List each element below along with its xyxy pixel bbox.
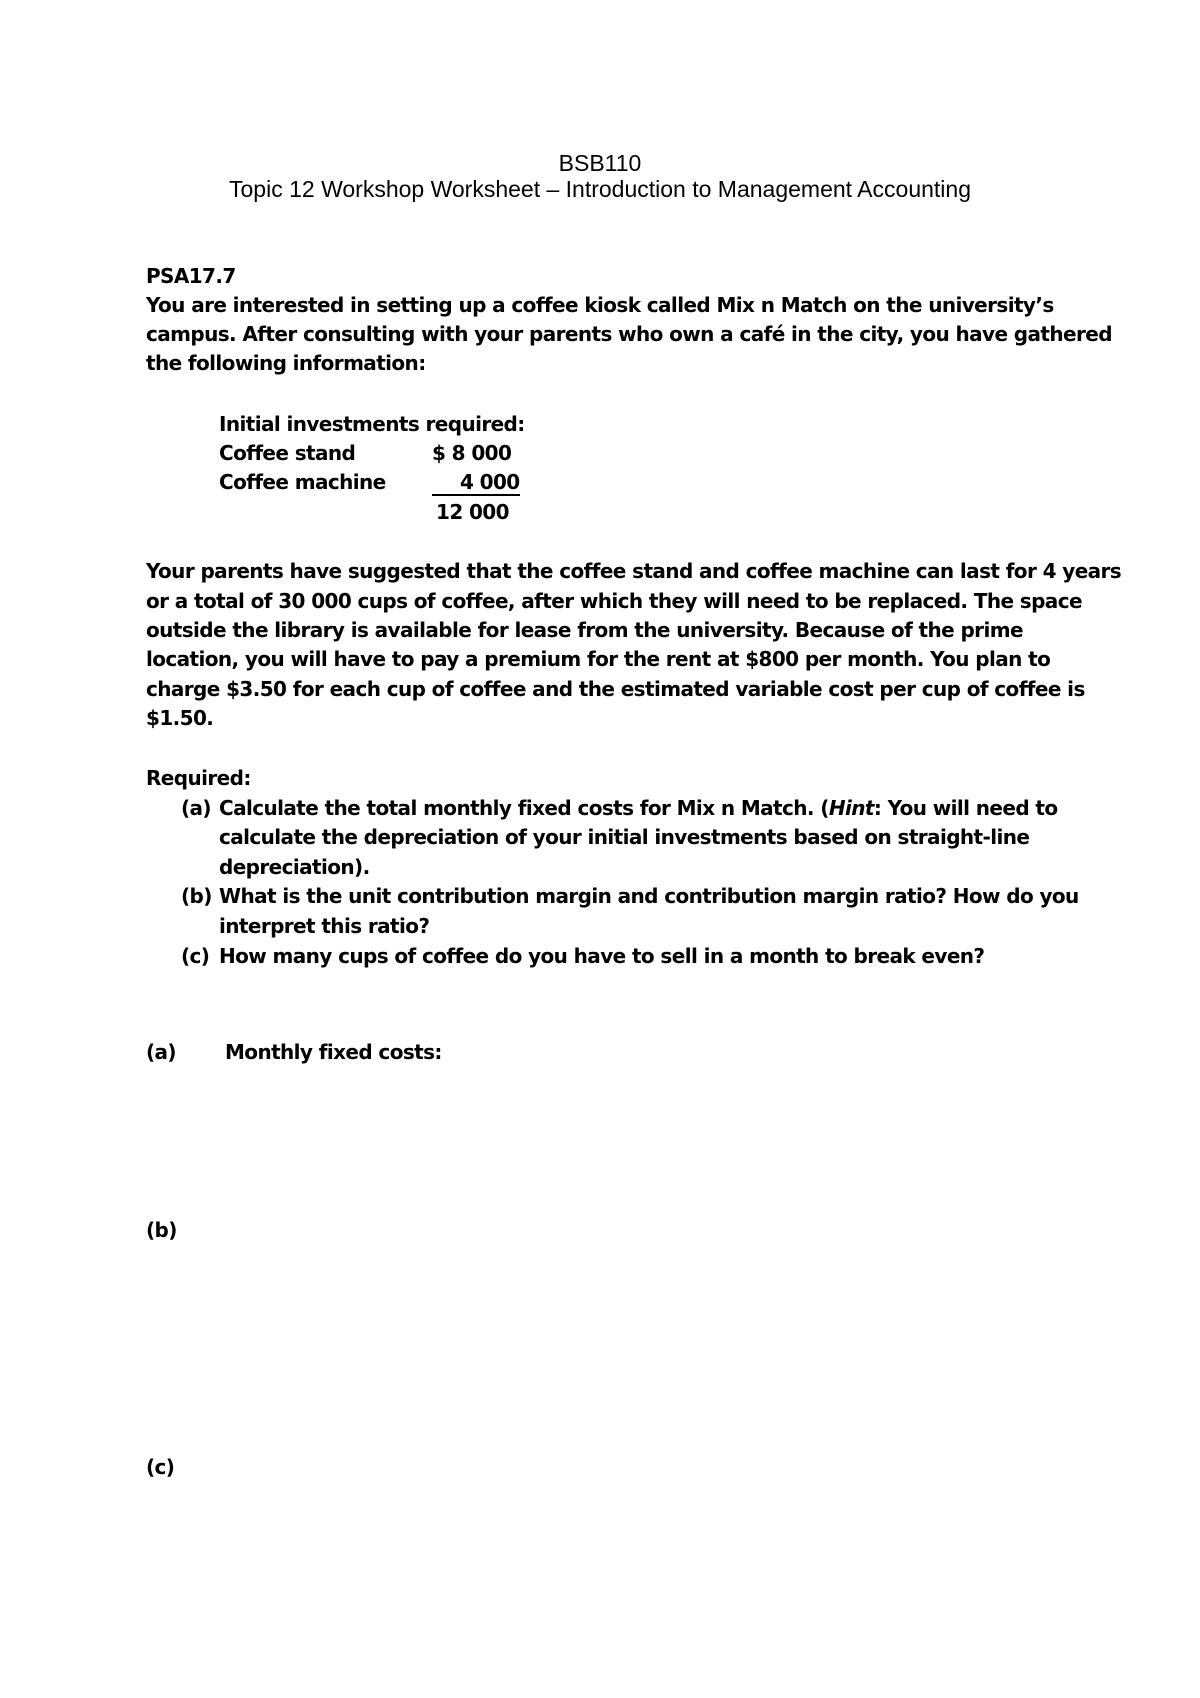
investment-label-coffee-machine: Coffee machine — [219, 470, 386, 494]
required-b-line-2: interpret this ratio? — [219, 914, 430, 938]
details-line-2: or a total of 30 000 cups of coffee, after which they will need to be replaced. The space — [146, 589, 1082, 613]
details-line-6: $1.50. — [146, 706, 214, 730]
intro-line-2: campus. After consulting with your parents who own a café in the city, you have gathered — [146, 322, 1112, 346]
details-line-1: Your parents have suggested that the coffee stand and coffee machine can last for 4 years — [146, 559, 1122, 583]
required-marker-a: (a) — [181, 796, 211, 820]
details-line-3: outside the library is available for lease from the university. Because of the prime — [146, 618, 1023, 642]
intro-line-1: You are interested in setting up a coffee kiosk called Mix n Match on the university’s — [146, 293, 1054, 317]
answer-label-monthly-fixed-costs: Monthly fixed costs: — [225, 1040, 442, 1064]
investment-amount-coffee-stand: $ 8 000 — [432, 441, 512, 465]
answer-marker-a: (a) — [146, 1040, 176, 1064]
hint-word: Hint — [828, 796, 874, 820]
investment-amount-underline: 4 000 — [432, 470, 520, 496]
required-a-line-3: depreciation). — [219, 855, 370, 879]
required-b-line-1: What is the unit contribution margin and contribution margin ratio? How do you — [219, 884, 1079, 908]
required-a-line-2: calculate the depreciation of your initial investments based on straight-line — [219, 825, 1030, 849]
required-item-c — [181, 942, 984, 972]
required-item-b — [181, 882, 1079, 912]
answer-marker-b: (b) — [146, 1218, 177, 1242]
investment-label-coffee-stand: Coffee stand — [219, 441, 356, 465]
investments-heading: Initial investments required: — [219, 412, 525, 436]
required-marker-b: (b) — [181, 884, 212, 908]
required-marker-c: (c) — [181, 944, 210, 968]
required-item-a — [181, 794, 1058, 824]
required-heading: Required: — [146, 766, 251, 790]
problem-id: PSA17.7 — [146, 264, 236, 288]
answer-marker-c: (c) — [146, 1455, 175, 1479]
required-c-line-1: How many cups of coffee do you have to sell in a month to break even? — [219, 944, 985, 968]
required-a-text-before: Calculate the total monthly fixed costs for Mix n Match. ( — [219, 796, 829, 820]
details-line-4: location, you will have to pay a premium for the rent at $800 per month. You plan to — [146, 647, 1051, 671]
details-line-5: charge $3.50 for each cup of coffee and the estimated variable cost per cup of coffee is — [146, 677, 1085, 701]
course-code: BSB110 — [558, 150, 642, 176]
intro-line-3: the following information: — [146, 351, 426, 375]
investment-total: 12 000 — [436, 500, 509, 524]
worksheet-title: Topic 12 Workshop Worksheet – Introduction to Management Accounting — [229, 176, 971, 202]
required-a-text-after: : You will need to — [873, 796, 1058, 820]
investment-amount-coffee-machine — [432, 468, 520, 498]
